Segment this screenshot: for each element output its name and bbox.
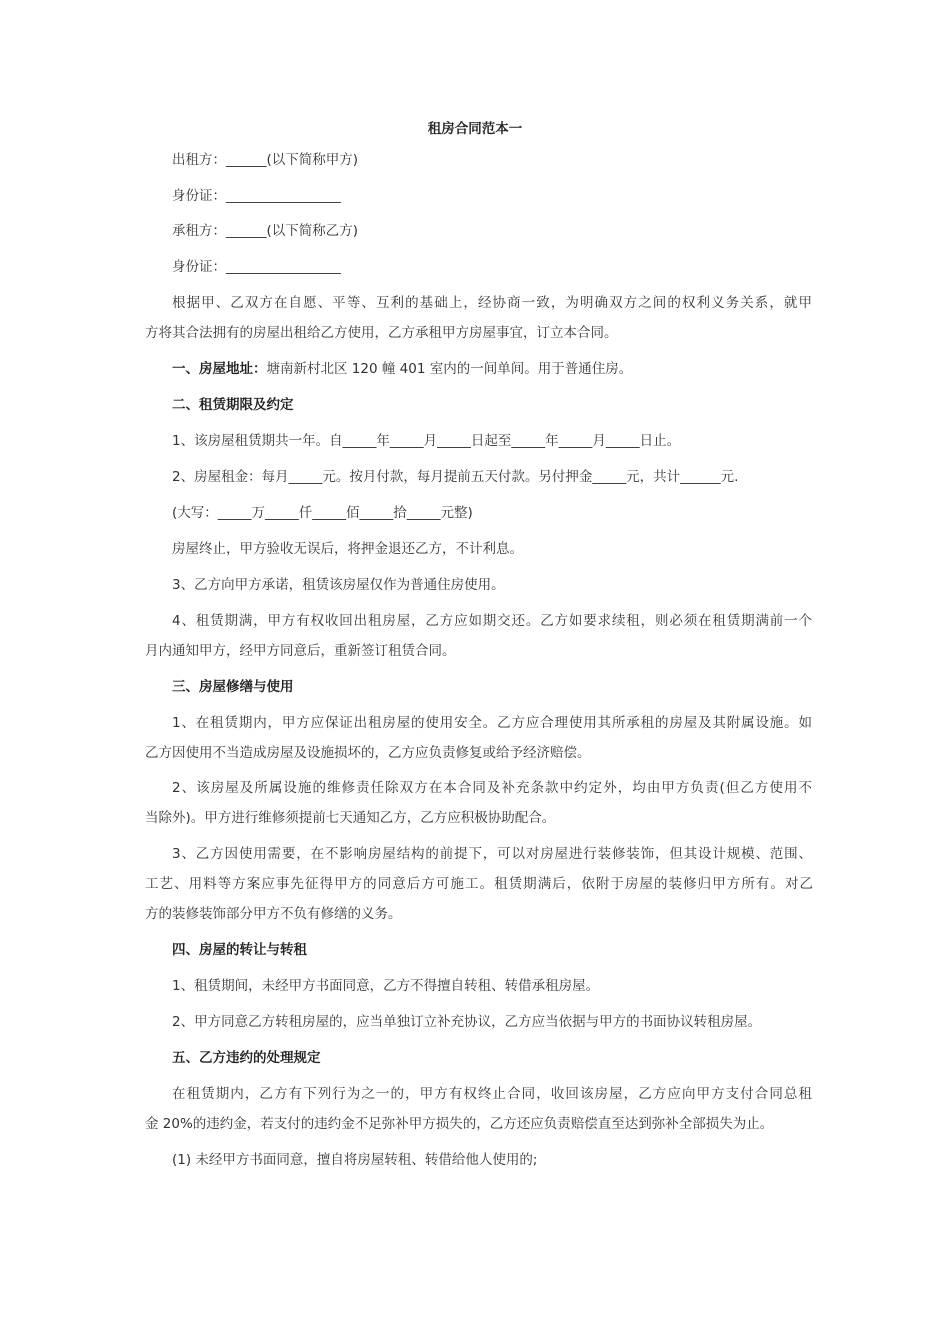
intro-paragraph-line-2: 方将其合法拥有的房屋出租给乙方使用，乙方承租甲方房屋事宜，订立本合同。 <box>145 325 618 341</box>
clause-2-2: 2、房屋租金：每月_____元。按月付款，每月提前五天付款。另付押金_____元，共计______元. <box>172 469 739 485</box>
page-title: 租房合同范本一 <box>427 121 523 137</box>
section-1-line <box>172 359 632 379</box>
id-b-line: 身份证：_________________ <box>172 259 341 275</box>
clause-2-deposit: 房屋终止，甲方验收无误后，将押金退还乙方，不计利息。 <box>172 541 523 557</box>
clause-3-2-line-1: 2、该房屋及所属设施的维修责任除双方在本合同及补充条款中约定外，均由甲方负责(但乙方使用不 <box>172 780 812 796</box>
clause-2-3: 3、乙方向甲方承诺，租赁该房屋仅作为普通住房使用。 <box>172 577 505 593</box>
section-5-paragraph-line-1: 在租赁期内，乙方有下列行为之一的，甲方有权终止合同，收回该房屋，乙方应向甲方支付合同总租 <box>172 1086 812 1102</box>
section-2-heading: 二、租赁期限及约定 <box>172 397 294 413</box>
clause-3-1-line-2: 乙方因使用不当造成房屋及设施损坏的，乙方应负责修复或给予经济赔偿。 <box>145 745 591 761</box>
clause-2-4-line-1: 4、租赁期满，甲方有权收回出租房屋，乙方应如期交还。乙方如要求续租，则必须在租赁期满前一个 <box>172 613 812 629</box>
clause-2-amount-in-words: (大写：_____万_____仟_____佰_____拾_____元整) <box>172 505 473 521</box>
clause-2-4-line-2: 月内通知甲方，经甲方同意后，重新签订租赁合同。 <box>145 643 456 659</box>
section-3-heading: 三、房屋修缮与使用 <box>172 679 294 695</box>
clause-4-2: 2、甲方同意乙方转租房屋的，应当单独订立补充协议，乙方应当依据与甲方的书面协议转租房屋。 <box>172 1014 762 1030</box>
id-a-line: 身份证：_________________ <box>172 188 341 204</box>
party-b-line: 承租方：______(以下简称乙方) <box>172 223 359 239</box>
party-a-line: 出租方：______(以下简称甲方) <box>172 152 359 168</box>
clause-2-1: 1、该房屋租赁期共一年。自_____年_____月_____日起至_____年_____月_____日止。 <box>172 433 681 449</box>
clause-5-1: (1) 未经甲方书面同意，擅自将房屋转租、转借给他人使用的; <box>172 1152 538 1168</box>
clause-3-3-line-2: 工艺、用料等方案应事先征得甲方的同意后方可施工。租赁期满后，依附于房屋的装修归甲方所有。对乙 <box>145 876 813 892</box>
clause-3-1-line-1: 1、在租赁期内，甲方应保证出租房屋的使用安全。乙方应合理使用其所承租的房屋及其附属设施。如 <box>172 715 812 731</box>
clause-3-2-line-2: 当除外)。甲方进行维修须提前七天通知乙方，乙方应积极协助配合。 <box>145 810 556 826</box>
section-1-text: 塘南新村北区 120 幢 401 室内的一间单间。用于普通住房。 <box>266 361 633 377</box>
clause-3-3-line-1: 3、乙方因使用需要，在不影响房屋结构的前提下，可以对房屋进行装修装饰，但其设计规模、范围、 <box>172 846 812 862</box>
section-4-heading: 四、房屋的转让与转租 <box>172 942 307 958</box>
clause-3-3-line-3: 方的装修装饰部分甲方不负有修缮的义务。 <box>145 906 402 922</box>
clause-4-1: 1、租赁期间，未经甲方书面同意，乙方不得擅自转租、转借承租房屋。 <box>172 978 600 994</box>
intro-paragraph-line-1: 根据甲、乙双方在自愿、平等、互利的基础上，经协商一致，为明确双方之间的权利义务关系，就甲 <box>172 295 812 311</box>
section-5-heading: 五、乙方违约的处理规定 <box>172 1050 321 1066</box>
section-5-paragraph-line-2: 金 20%的违约金，若支付的违约金不足弥补甲方损失的，乙方还应负责赔偿直至达到弥补全部损失为止。 <box>145 1116 774 1132</box>
section-1-label: 一、房屋地址： <box>172 361 267 377</box>
